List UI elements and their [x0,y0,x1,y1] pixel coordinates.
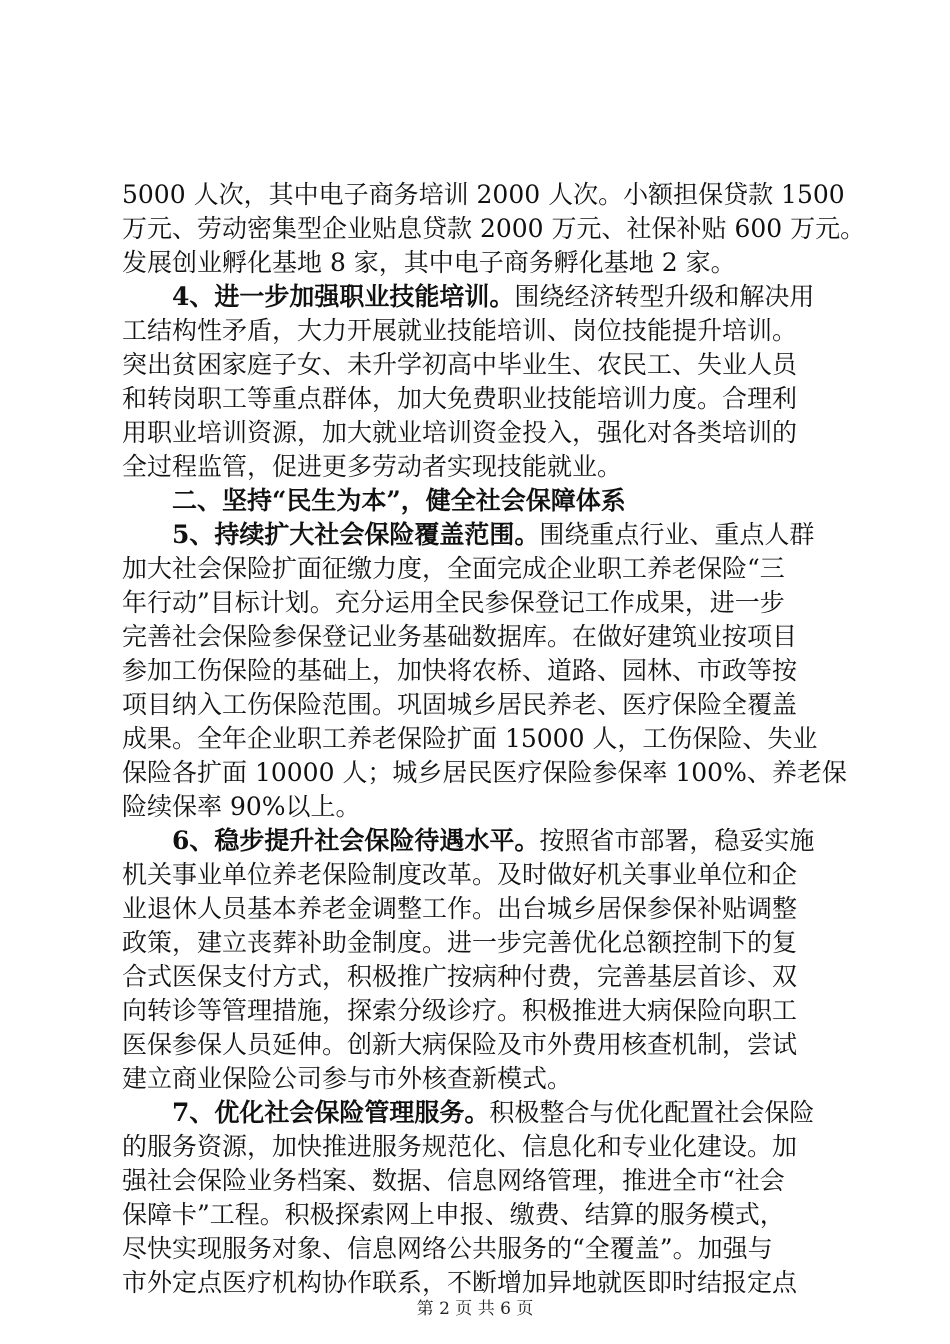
text-line: 5000 人次，其中电子商务培训 2000 人次。小额担保贷款 1500 [122,180,845,209]
text-line: 年行动”目标计划。充分运用全民参保登记工作成果，进一步 [122,588,785,617]
text-line: 尽快实现服务对象、信息网络公共服务的“全覆盖”。加强与 [122,1234,773,1263]
text-line: 加大社会保险扩面征缴力度，全面完成企业职工养老保险“三 [122,554,785,583]
text-line: 向转诊等管理措施，探索分级诊疗。积极推进大病保险向职工 [122,996,798,1025]
text-span: 积极整合与优化配置社会保险 [489,1098,815,1127]
text-line: 政策，建立丧葬补助金制度。进一步完善优化总额控制下的复 [122,928,798,957]
text-line: 项目纳入工伤保险范围。巩固城乡居民养老、医疗保险全覆盖 [122,690,798,719]
text-span: 围绕重点行业、重点人群 [539,520,815,549]
text-line: 市外定点医疗机构协作联系，不断增加异地就医即时结报定点 [122,1268,798,1297]
page-footer: 第 2 页 共 6 页 [416,1299,534,1319]
text-line: 用职业培训资源，加大就业培训资金投入，强化对各类培训的 [122,418,798,447]
text-line: 建立商业保险公司参与市外核查新模式。 [122,1064,573,1093]
text-line: 机关事业单位养老保险制度改革。及时做好机关事业单位和企 [122,860,798,889]
paragraph-6-start [172,824,834,858]
text-line: 医保参保人员延伸。创新大病保险及市外费用核查机制，尝试 [122,1030,798,1059]
section-6-heading: 6、稳步提升社会保险待遇水平。 [172,826,540,855]
text-line: 完善社会保险参保登记业务基础数据库。在做好建筑业按项目 [122,622,798,651]
text-line: 强社会保险业务档案、数据、信息网络管理，推进全市“社会 [122,1166,785,1195]
text-line: 全过程监管，促进更多劳动者实现技能就业。 [122,452,623,481]
text-line: 险续保率 90%以上。 [122,792,361,821]
text-line: 工结构性矛盾，大力开展就业技能培训、岗位技能提升培训。 [122,316,798,345]
paragraph-5-start [172,518,834,552]
text-line: 和转岗职工等重点群体，加大免费职业技能培训力度。合理利 [122,384,798,413]
text-line: 业退休人员基本养老金调整工作。出台城乡居保参保补贴调整 [122,894,798,923]
text-line: 参加工伤保险的基础上，加快将农桥、道路、园林、市政等按 [122,656,798,685]
text-line: 发展创业孵化基地 8 家，其中电子商务孵化基地 2 家。 [122,248,736,277]
paragraph-7-start [172,1096,834,1130]
text-line: 保险各扩面 10000 人；城乡居民医疗保险参保率 100%、养老保 [122,758,847,787]
text-line: 合式医保支付方式，积极推广按病种付费，完善基层首诊、双 [122,962,798,991]
text-line: 突出贫困家庭子女、未升学初高中毕业生、农民工、失业人员 [122,350,798,379]
text-line: 万元、劳动密集型企业贴息贷款 2000 万元、社保补贴 600 万元。 [122,214,866,243]
section-2-heading: 二、坚持“民生为本”，健全社会保障体系 [172,486,626,515]
text-line: 成果。全年企业职工养老保险扩面 15000 人，工伤保险、失业 [122,724,818,753]
paragraph-4-start [172,280,834,314]
section-7-heading: 7、优化社会保险管理服务。 [172,1098,490,1127]
text-line: 的服务资源，加快推进服务规范化、信息化和专业化建设。加 [122,1132,798,1161]
text-span: 围绕经济转型升级和解决用 [514,282,815,311]
section-4-heading: 4、进一步加强职业技能培训。 [172,282,515,311]
text-span: 按照省市部署，稳妥实施 [539,826,815,855]
text-line: 保障卡”工程。积极探索网上申报、缴费、结算的服务模式， [122,1200,785,1229]
section-5-heading: 5、持续扩大社会保险覆盖范围。 [172,520,540,549]
